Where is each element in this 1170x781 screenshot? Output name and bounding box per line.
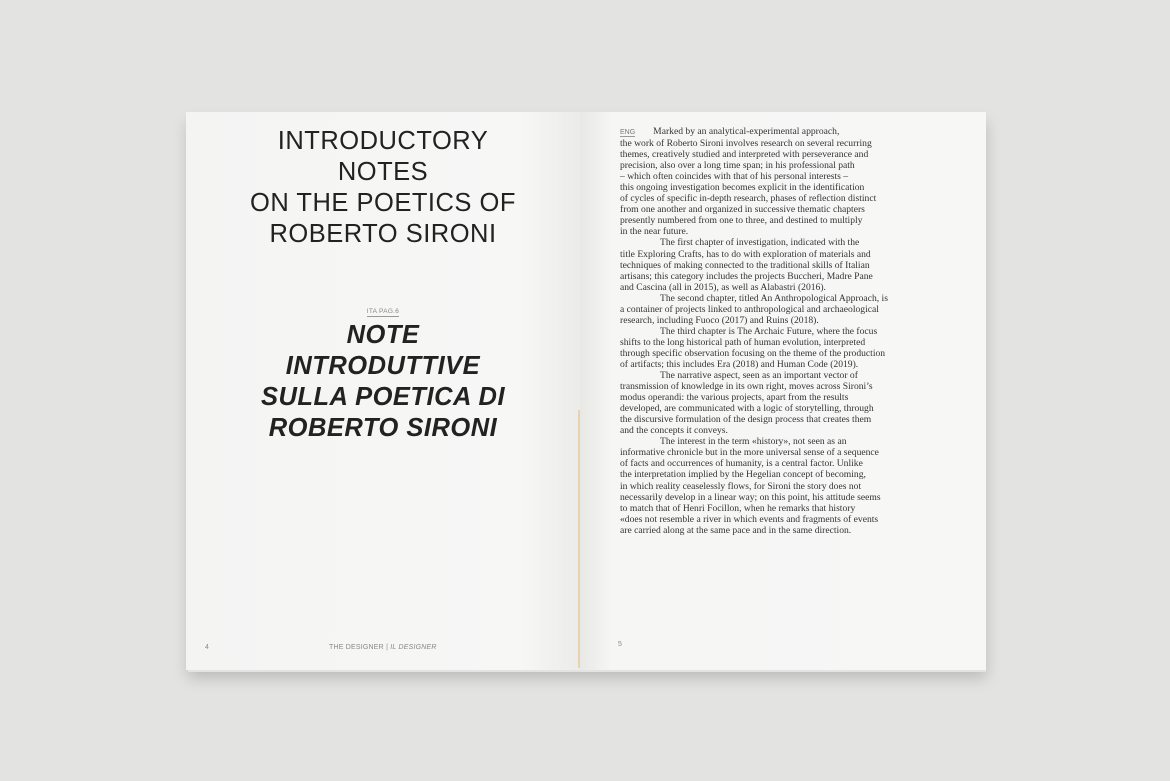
body-line: The third chapter is The Archaic Future, where the focus [660,325,878,337]
body-line-text: Marked by an analytical-experimental approach, [653,126,840,137]
title-english-line: ROBERTO SIRONI [269,220,497,248]
body-line: in which reality ceaselessly flows, for Sironi the story does not [620,480,862,492]
italian-page-reference-label[interactable]: ITA PAG.6 [366,308,400,315]
left-page [186,112,581,670]
body-text-english [620,126,930,536]
body-line: transmission of knowledge in its own right, moves across Sironi’s [620,381,873,393]
page-number-left: 4 [205,644,209,651]
body-line: «does not resemble a river in which events and fragments of events [620,513,879,525]
title-english-line: INTRODUCTORY [277,127,489,155]
body-line: The interest in the term «history», not seen as an [660,436,847,448]
body-line: techniques of making connected to the traditional skills of Italian [620,259,870,271]
body-line: of artifacts; this includes Era (2018) and Human Code (2019). [620,358,859,370]
page-number-right: 5 [618,641,622,648]
body-line: from one another and organized in successive thematic chapters [620,204,865,216]
title-italian-line: INTRODUTTIVE [285,352,481,380]
body-line: themes, creatively studied and interpreted with perseverance and [620,149,869,161]
italian-page-reference[interactable] [186,308,580,315]
body-line: the work of Roberto Sironi involves research on several recurring [620,138,872,150]
title-italian [186,320,580,444]
running-head-separator: | [386,644,391,651]
title-italian-line: SULLA POETICA DI [260,383,506,411]
body-line: in the near future. [620,226,689,238]
title-english-line: ON THE POETICS OF [250,189,516,217]
language-tag: ENG [620,129,636,136]
body-line: through specific observation focusing on the theme of the production [620,347,886,359]
title-italian-line: ROBERTO SIRONI [268,414,498,442]
running-head-it: IL DESIGNER [390,644,437,651]
right-page [580,112,986,670]
body-line: title Exploring Crafts, has to do with exploration of materials and [620,248,871,260]
body-line: necessarily develop in a linear way; on this point, his attitude seems [620,491,881,503]
body-line: and the concepts it conveys. [620,425,728,437]
body-line: The first chapter of investigation, indicated with the [660,237,860,249]
title-italian-line: NOTE [346,321,420,349]
body-line: of cycles of specific in-depth research, phases of reflection distinct [620,193,877,205]
body-line: informative chronicle but in the more universal sense of a sequence [620,447,879,459]
title-english [186,126,580,250]
body-line: and Cascina (all in 2015), as well as Alabastri (2016). [620,281,826,293]
body-line: to match that of Henri Focillon, when he remarks that history [620,502,856,514]
body-line: The second chapter, titled An Anthropological Approach, is [660,292,888,304]
body-line [620,126,930,138]
body-line: the discursive formulation of the design process that creates them [620,414,872,426]
body-line: presently numbered from one to three, and destined to multiply [620,215,863,227]
body-line: are carried along at the same pace and in the same direction. [620,524,852,536]
body-line: developed, are communicated with a logic of storytelling, through [620,403,874,415]
body-line: The narrative aspect, seen as an important vector of [660,370,858,382]
body-line: this ongoing investigation becomes explicit in the identification [620,182,865,194]
running-head [329,644,437,651]
body-line: precision, also over a long time span; in his professional path [620,160,855,172]
body-line: – which often coincides with that of his personal interests – [620,171,849,183]
running-head-en: THE DESIGNER [329,644,384,651]
body-line: artisans; this category includes the projects Buccheri, Madre Pane [620,270,873,282]
body-line: modus operandi: the various projects, apart from the results [620,392,849,404]
body-line: the interpretation implied by the Hegelian concept of becoming, [620,469,866,481]
title-english-line: NOTES [337,158,429,186]
body-line: of facts and occurrences of humanity, is a central factor. Unlike [620,458,863,470]
body-line: research, including Fuoco (2017) and Ruins (2018). [620,314,819,326]
body-line: shifts to the long historical path of human evolution, interpreted [620,336,866,348]
body-line: a container of projects linked to anthropological and archaeological [620,303,879,315]
